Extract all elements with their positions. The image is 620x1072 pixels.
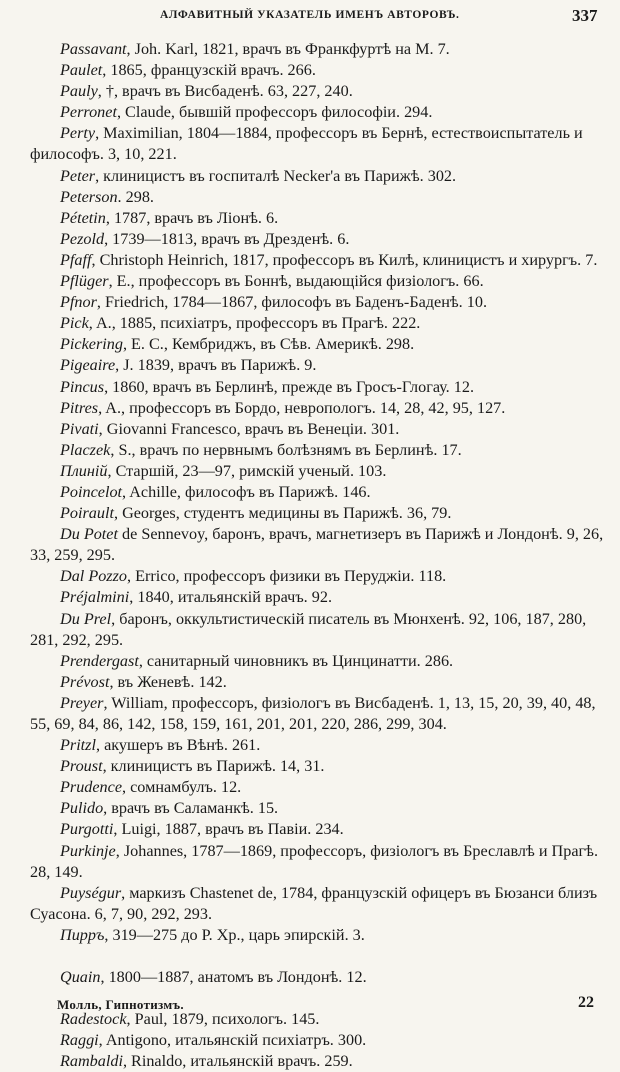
- entry-text: , клиницистъ въ Парижѣ. 14, 31.: [102, 757, 325, 776]
- author-name: Prendergast: [60, 651, 139, 670]
- entry-text: , Georges, студентъ медицины въ Парижѣ. 36, 79.: [113, 504, 452, 523]
- author-name: Du Potet: [60, 525, 118, 544]
- author-name: Pétetin: [60, 208, 106, 227]
- entry-text: , William, профессоръ, физіологъ въ Висбаденѣ. 1, 13, 15, 20, 39, 40, 48, 55, 69, 84, 86, 142, 158, 159, 161, 201, 201, 220, 286, 299, 304.: [30, 693, 596, 733]
- page-header: [0, 6, 620, 28]
- index-entry: [30, 566, 610, 587]
- index-entry: [30, 925, 610, 946]
- entry-text: , A., 1885, психіатръ, профессоръ въ Прагѣ. 222.: [88, 314, 421, 333]
- index-entry: [30, 482, 610, 503]
- author-name: Pickering: [60, 335, 123, 354]
- index-entry: [30, 798, 610, 819]
- entry-text: , Joh. Karl, 1821, врачъ въ Франкфуртѣ на М. 7.: [126, 40, 450, 58]
- author-name: Pfnor: [60, 293, 97, 312]
- index-entry: [30, 208, 610, 229]
- entry-text: , Giovanni Francesco, врачъ въ Венеціи. 301.: [98, 419, 400, 438]
- index-entry: [30, 587, 610, 608]
- author-name: Pritzl: [60, 736, 96, 755]
- author-name: Prudence: [60, 778, 123, 797]
- index-entry: [30, 81, 610, 102]
- index-entry: [30, 693, 610, 735]
- signature-mark: 22: [578, 994, 594, 1011]
- author-name: Raggi: [60, 1031, 99, 1050]
- index-entry: [30, 1030, 610, 1051]
- index-entry: [30, 524, 610, 566]
- entry-text: , Antigono, итальянскій психіатръ. 300.: [98, 1031, 367, 1050]
- index-entry: [30, 102, 610, 123]
- entry-text: , Luigi, 1887, врачъ въ Павіи. 234.: [113, 820, 344, 839]
- entry-text: , въ Женевѣ. 142.: [109, 672, 227, 691]
- entry-text: , Errico, профессоръ физики въ Перуджіи. 118.: [127, 567, 447, 586]
- author-name: Rambaldi: [60, 1052, 123, 1071]
- index-entry: [30, 292, 610, 313]
- running-head: АЛФАВИТНЫЙ УКАЗАТЕЛЬ ИМЕНЪ АВТОРОВЪ.: [160, 9, 460, 21]
- entry-text: , Johannes, 1787—1869, профессоръ, физіологъ въ Бреславлѣ и Прагѣ. 28, 149.: [30, 841, 598, 881]
- index-entry: [30, 229, 610, 250]
- entry-text: , A., профессоръ въ Бордо, невропологъ. 14, 28, 42, 95, 127.: [98, 398, 506, 417]
- entry-text: . 298.: [117, 187, 154, 206]
- author-name: Peterson: [60, 187, 118, 206]
- author-index: [30, 39, 610, 1072]
- index-entry: [30, 609, 610, 651]
- entry-text: , 1787, врачъ въ Ліонѣ. 6.: [105, 208, 279, 227]
- author-name: Perronet: [60, 103, 117, 122]
- author-name: Плиній: [60, 461, 108, 480]
- index-entry: [30, 271, 610, 292]
- index-entry: [30, 166, 610, 187]
- index-entry: [30, 60, 610, 81]
- entry-text: , 1840, итальянскій врачъ. 92.: [129, 588, 333, 607]
- entry-text: , баронъ, оккультистическій писатель въ Мюнхенѣ. 92, 106, 187, 280, 281, 292, 295.: [30, 609, 587, 649]
- index-entry: [30, 187, 610, 208]
- entry-text: , 319—275 до Р. Хр., царь эпирскій. 3.: [104, 925, 365, 944]
- entry-text: , 1865, французскій врачъ. 266.: [102, 61, 316, 80]
- author-name: Peter: [60, 166, 96, 185]
- index-entry: [30, 377, 610, 398]
- index-entry: [30, 440, 610, 461]
- index-entry: [30, 735, 610, 756]
- entry-text: , Claude, бывшій профессоръ философіи. 294.: [116, 103, 433, 122]
- entry-text: , Achille, философъ въ Парижѣ. 146.: [122, 482, 371, 501]
- author-name: Purkinje: [60, 841, 116, 860]
- page-footer: [0, 994, 620, 1018]
- page-number: 337: [572, 6, 598, 25]
- author-name: Dal Pozzo: [60, 567, 128, 586]
- index-entry: [30, 355, 610, 376]
- entry-text: , 1739—1813, врачъ въ Дрезденѣ. 6.: [104, 229, 350, 248]
- entry-text: , Friedrich, 1784—1867, философъ въ Баденъ-Баденѣ. 10.: [96, 293, 488, 312]
- author-name: Pitres: [60, 398, 99, 417]
- entry-text: , Старшій, 23—97, римскій ученый. 103.: [107, 461, 387, 480]
- author-name: Pflüger: [60, 272, 109, 291]
- author-name: Quain: [60, 968, 101, 987]
- entry-text: , сомнамбулъ. 12.: [122, 778, 242, 797]
- index-entry: [30, 398, 610, 419]
- author-name: Poirault: [60, 504, 114, 523]
- author-name: Paulet: [60, 61, 103, 80]
- entry-text: , 1860, врачъ въ Берлинѣ, прежде въ Гросъ-Глогау. 12.: [104, 377, 474, 396]
- author-name: Poincelot: [60, 482, 123, 501]
- index-entry: [30, 1051, 610, 1072]
- index-entry: [30, 461, 610, 482]
- entry-text: , E. C., Кембриджъ, въ Сѣв. Америкѣ. 298.: [122, 335, 415, 354]
- index-entry: [30, 967, 610, 988]
- author-name: Du Prel: [60, 609, 112, 628]
- entry-text: , Paul, 1879, психологъ. 145.: [126, 1010, 320, 1029]
- entry-text: , E., профессоръ въ Боннѣ, выдающійся физіологъ. 66.: [108, 272, 484, 291]
- entry-text: , Maximilian, 1804—1884, профессоръ въ Бернѣ, естествоиспытатель и философъ. 3, 10, 221.: [30, 124, 583, 164]
- index-entry: [30, 250, 610, 271]
- index-entry: [30, 651, 610, 672]
- index-entry: [30, 419, 610, 440]
- author-name: Passavant: [60, 40, 127, 58]
- index-entry: [30, 777, 610, 798]
- author-name: Puységur: [60, 883, 122, 902]
- author-name: Pezold: [60, 229, 105, 248]
- author-name: Preyer: [60, 693, 104, 712]
- author-name: Пирръ: [60, 925, 105, 944]
- entry-text: , санитарный чиновникъ въ Цинцинатти. 286.: [138, 651, 454, 670]
- author-name: Préjalmini: [60, 588, 130, 607]
- entry-text: , Christoph Heinrich, 1817, профессоръ въ Килѣ, клиницистъ и хирургъ. 7.: [91, 250, 598, 269]
- entry-text: , врачъ въ Саламанкѣ. 15.: [103, 799, 279, 818]
- index-entry: [30, 334, 610, 355]
- author-name: Pauly: [60, 82, 98, 101]
- author-name: Proust: [60, 757, 103, 776]
- index-entry: [30, 123, 610, 165]
- index-entry: [30, 39, 610, 60]
- author-name: Radestock: [60, 1010, 127, 1029]
- index-entry: [30, 313, 610, 334]
- index-entry: [30, 672, 610, 693]
- author-name: Pincus: [60, 377, 105, 396]
- index-entry: [30, 503, 610, 524]
- author-name: Prévost: [60, 672, 110, 691]
- index-entry: [30, 819, 610, 840]
- entry-text: , J. 1839, врачъ въ Парижѣ. 9.: [115, 356, 317, 375]
- entry-text: , маркизъ Chastenet de, 1784, французскій офицеръ въ Бюзанси близъ Суасона. 6, 7, 90, 292, 293.: [30, 883, 598, 923]
- author-name: Pick: [60, 314, 89, 333]
- author-name: Purgotti: [60, 820, 114, 839]
- entry-text: , Rinaldo, итальянскій врачъ. 259.: [122, 1052, 353, 1071]
- author-name: Pigeaire: [60, 356, 116, 375]
- index-entry: [30, 756, 610, 777]
- book-title: Молль, Гипнотизмъ.: [57, 997, 184, 1012]
- entry-text: , S., врачъ по нервнымъ болѣзнямъ въ Берлинѣ. 17.: [110, 440, 462, 459]
- index-entry: [30, 841, 610, 883]
- entry-text: , †, врачъ въ Висбаденѣ. 63, 227, 240.: [97, 82, 353, 101]
- entry-text: de Sennevoy, баронъ, врачъ, магнетизеръ въ Парижѣ и Лондонѣ. 9, 26, 33, 259, 295.: [30, 525, 604, 565]
- author-name: Placzek: [60, 440, 111, 459]
- entry-text: , 1800—1887, анатомъ въ Лондонѣ. 12.: [100, 968, 367, 987]
- author-name: Perty: [60, 124, 96, 143]
- author-name: Pivati: [60, 419, 99, 438]
- entry-text: , клиницистъ въ госпиталѣ Necker'a въ Парижѣ. 302.: [95, 166, 457, 185]
- author-name: Pulido: [60, 799, 104, 818]
- entry-text: , акушеръ въ Вѣнѣ. 261.: [95, 736, 261, 755]
- index-entry: [30, 883, 610, 925]
- author-name: Pfaff: [60, 250, 92, 269]
